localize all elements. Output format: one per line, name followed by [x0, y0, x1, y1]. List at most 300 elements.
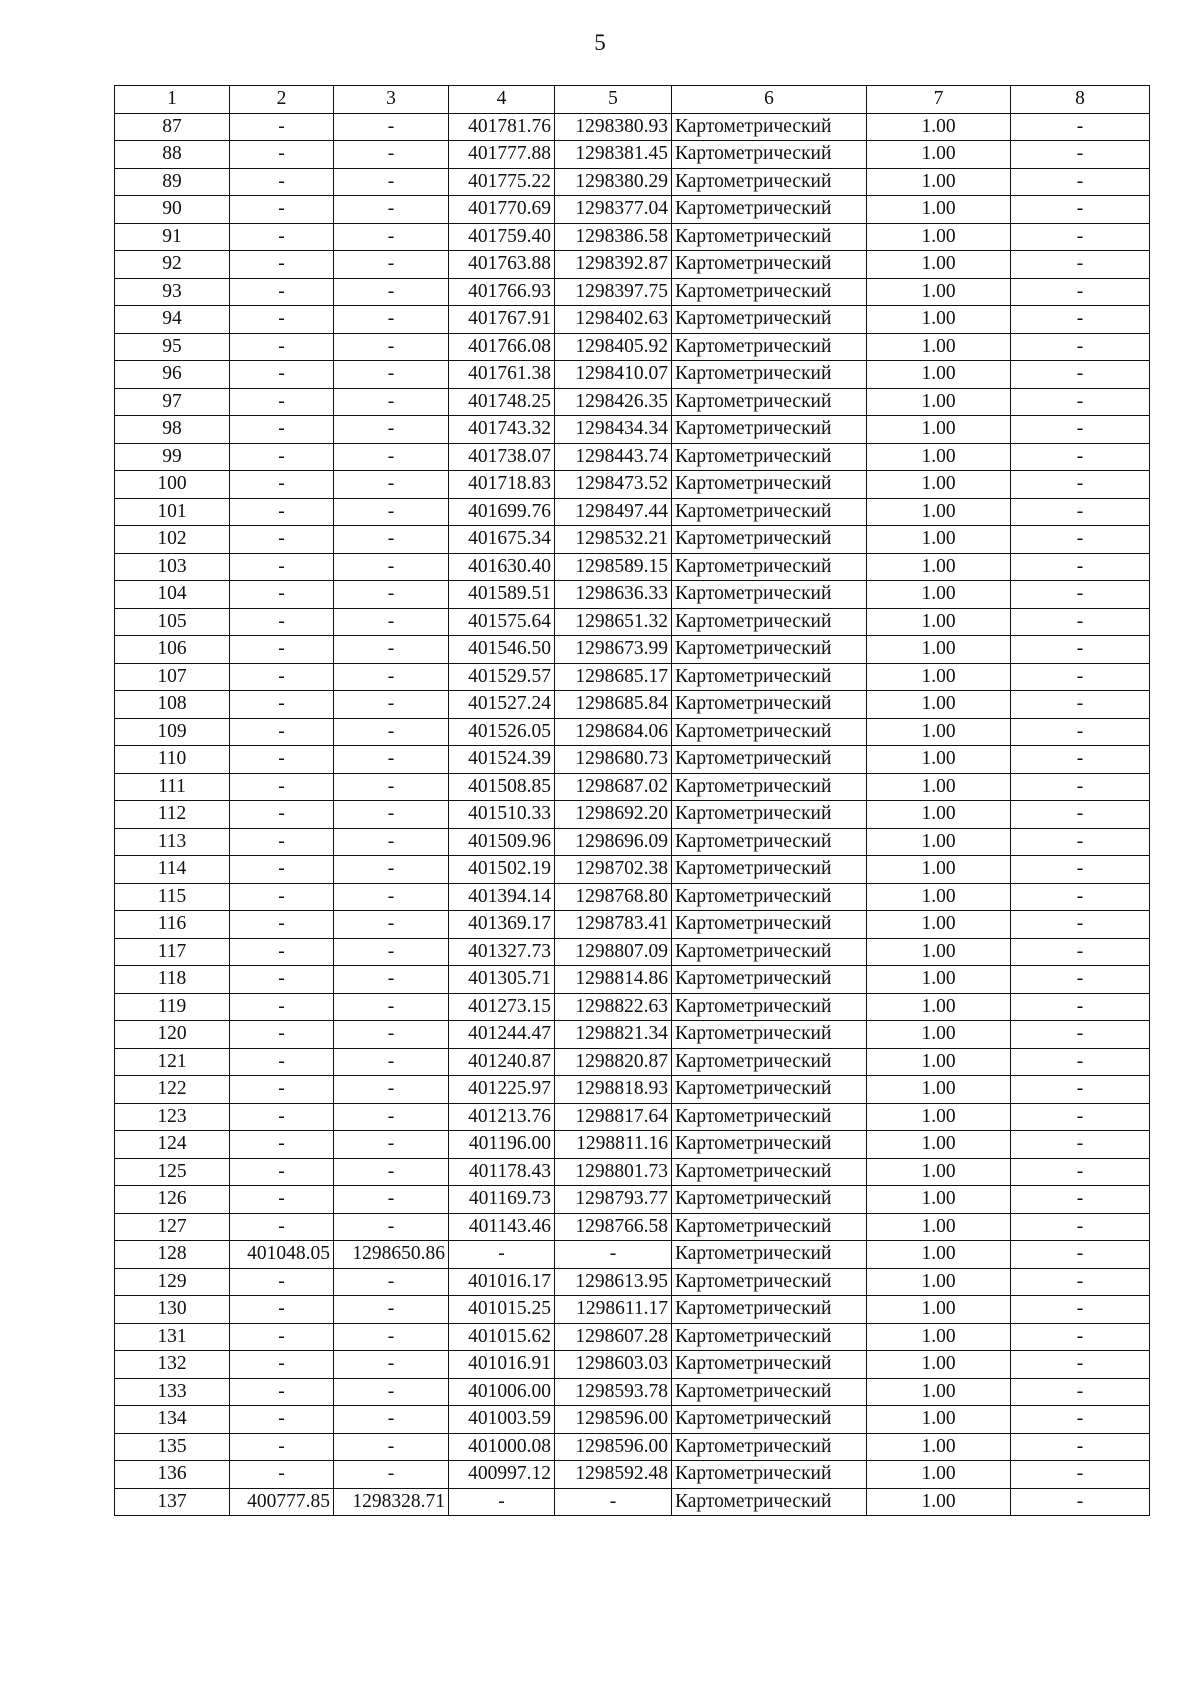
table-cell: -	[230, 581, 334, 609]
table-cell: -	[230, 443, 334, 471]
table-cell: Картометрический	[672, 443, 867, 471]
table-cell: 1.00	[867, 1433, 1011, 1461]
table-cell: 1.00	[867, 718, 1011, 746]
table-cell: -	[230, 1351, 334, 1379]
table-cell: 1.00	[867, 691, 1011, 719]
table-cell: Картометрический	[672, 196, 867, 224]
table-cell: 1.00	[867, 966, 1011, 994]
table-cell: Картометрический	[672, 1378, 867, 1406]
table-cell: 401699.76	[449, 498, 555, 526]
table-cell: 401743.32	[449, 416, 555, 444]
table-cell: 1298814.86	[555, 966, 672, 994]
table-cell: Картометрический	[672, 1268, 867, 1296]
table-cell: 401748.25	[449, 388, 555, 416]
table-cell: -	[1011, 938, 1150, 966]
table-cell: 110	[115, 746, 230, 774]
table-cell: Картометрический	[672, 1461, 867, 1489]
table-cell: -	[334, 526, 449, 554]
table-cell: 1.00	[867, 196, 1011, 224]
table-cell: 100	[115, 471, 230, 499]
table-cell: 1298392.87	[555, 251, 672, 279]
table-cell: 102	[115, 526, 230, 554]
table-cell: -	[1011, 1433, 1150, 1461]
table-cell: 118	[115, 966, 230, 994]
table-cell: Картометрический	[672, 938, 867, 966]
table-cell: Картометрический	[672, 691, 867, 719]
table-cell: 401777.88	[449, 141, 555, 169]
table-cell: 401327.73	[449, 938, 555, 966]
table-cell: 401766.93	[449, 278, 555, 306]
table-cell: 107	[115, 663, 230, 691]
table-cell: 401529.57	[449, 663, 555, 691]
table-cell: -	[334, 196, 449, 224]
header-row	[115, 86, 1150, 114]
table-cell: 124	[115, 1131, 230, 1159]
table-cell: -	[334, 1131, 449, 1159]
table-cell: 1298793.77	[555, 1186, 672, 1214]
table-cell: -	[230, 828, 334, 856]
table-cell: Картометрический	[672, 746, 867, 774]
table-cell: 1.00	[867, 1268, 1011, 1296]
table-row	[115, 773, 1150, 801]
table-cell: -	[334, 773, 449, 801]
table-cell: -	[1011, 196, 1150, 224]
table-cell: 1.00	[867, 1241, 1011, 1269]
table-row	[115, 1186, 1150, 1214]
table-row	[115, 691, 1150, 719]
table-cell: 1298377.04	[555, 196, 672, 224]
table-cell: 401016.91	[449, 1351, 555, 1379]
table-cell: 120	[115, 1021, 230, 1049]
table-cell: Картометрический	[672, 856, 867, 884]
table-cell: 1.00	[867, 388, 1011, 416]
table-cell: -	[230, 938, 334, 966]
table-cell: 1298684.06	[555, 718, 672, 746]
table-cell: -	[230, 856, 334, 884]
table-cell: 1298702.38	[555, 856, 672, 884]
column-header: 5	[555, 86, 672, 114]
table-cell: -	[1011, 993, 1150, 1021]
table-cell: Картометрический	[672, 1213, 867, 1241]
table-body	[115, 113, 1150, 1516]
table-cell: -	[334, 333, 449, 361]
table-cell: 400777.85	[230, 1488, 334, 1516]
table-cell: -	[334, 718, 449, 746]
table-cell: Картометрический	[672, 306, 867, 334]
table-cell: 93	[115, 278, 230, 306]
table-cell: 1298596.00	[555, 1406, 672, 1434]
table-cell: 401718.83	[449, 471, 555, 499]
table-cell: -	[1011, 1213, 1150, 1241]
table-cell: 1.00	[867, 251, 1011, 279]
table-cell: -	[1011, 1268, 1150, 1296]
table-cell: -	[230, 526, 334, 554]
table-cell: -	[230, 1103, 334, 1131]
table-cell: 1298651.32	[555, 608, 672, 636]
table-cell: 1298381.45	[555, 141, 672, 169]
table-cell: 401738.07	[449, 443, 555, 471]
table-cell: 1298532.21	[555, 526, 672, 554]
table-row	[115, 498, 1150, 526]
table-cell: -	[230, 1296, 334, 1324]
table-cell: 137	[115, 1488, 230, 1516]
table-cell: 131	[115, 1323, 230, 1351]
table-cell: -	[334, 636, 449, 664]
table-cell: -	[1011, 663, 1150, 691]
table-cell: 401273.15	[449, 993, 555, 1021]
table-cell: -	[230, 1378, 334, 1406]
table-cell: -	[1011, 306, 1150, 334]
table-cell: 1.00	[867, 333, 1011, 361]
table-cell: 95	[115, 333, 230, 361]
table-cell: 1.00	[867, 663, 1011, 691]
table-cell: 1298821.34	[555, 1021, 672, 1049]
table-cell: -	[1011, 1461, 1150, 1489]
table-cell: 1.00	[867, 856, 1011, 884]
table-cell: 1298611.17	[555, 1296, 672, 1324]
table-cell: 401143.46	[449, 1213, 555, 1241]
table-cell: 401169.73	[449, 1186, 555, 1214]
table-cell: 401003.59	[449, 1406, 555, 1434]
table-cell: -	[1011, 471, 1150, 499]
table-cell: -	[334, 1213, 449, 1241]
table-cell: 1298673.99	[555, 636, 672, 664]
table-cell: 1298685.17	[555, 663, 672, 691]
column-header: 2	[230, 86, 334, 114]
table-cell: -	[1011, 168, 1150, 196]
table-cell: 132	[115, 1351, 230, 1379]
table-cell: Картометрический	[672, 636, 867, 664]
table-cell: -	[334, 1351, 449, 1379]
table-cell: Картометрический	[672, 1186, 867, 1214]
table-row	[115, 1461, 1150, 1489]
table-cell: -	[334, 1461, 449, 1489]
table-cell: -	[230, 278, 334, 306]
table-cell: -	[230, 608, 334, 636]
table-cell: Картометрический	[672, 718, 867, 746]
table-cell: -	[1011, 856, 1150, 884]
table-cell: 1298473.52	[555, 471, 672, 499]
table-cell: 401763.88	[449, 251, 555, 279]
table-row	[115, 938, 1150, 966]
table-cell: 401225.97	[449, 1076, 555, 1104]
table-cell: 1.00	[867, 1103, 1011, 1131]
table-cell: 1298807.09	[555, 938, 672, 966]
table-cell: -	[334, 828, 449, 856]
table-cell: -	[334, 1406, 449, 1434]
table-cell: 1298685.84	[555, 691, 672, 719]
table-cell: Картометрический	[672, 416, 867, 444]
table-cell: 127	[115, 1213, 230, 1241]
table-cell: 1298811.16	[555, 1131, 672, 1159]
table-cell: -	[334, 251, 449, 279]
table-cell: -	[230, 1076, 334, 1104]
table-cell: 401524.39	[449, 746, 555, 774]
table-cell: Картометрический	[672, 526, 867, 554]
table-cell: Картометрический	[672, 1433, 867, 1461]
table-cell: -	[1011, 1076, 1150, 1104]
table-cell: 114	[115, 856, 230, 884]
table-cell: -	[555, 1488, 672, 1516]
table-cell: 400997.12	[449, 1461, 555, 1489]
table-cell: 1298613.95	[555, 1268, 672, 1296]
table-cell: 1.00	[867, 306, 1011, 334]
table-cell: 1.00	[867, 471, 1011, 499]
table-cell: 92	[115, 251, 230, 279]
table-cell: 1.00	[867, 608, 1011, 636]
table-cell: -	[334, 416, 449, 444]
table-cell: -	[1011, 746, 1150, 774]
table-row	[115, 801, 1150, 829]
table-cell: -	[230, 1158, 334, 1186]
table-cell: -	[334, 1158, 449, 1186]
table-cell: Картометрический	[672, 251, 867, 279]
table-row	[115, 1433, 1150, 1461]
table-cell: 1298380.29	[555, 168, 672, 196]
table-cell: 106	[115, 636, 230, 664]
table-cell: 1.00	[867, 938, 1011, 966]
table-cell: Картометрический	[672, 1296, 867, 1324]
table-cell: 1.00	[867, 113, 1011, 141]
table-cell: 1298592.48	[555, 1461, 672, 1489]
table-cell: Картометрический	[672, 773, 867, 801]
column-header: 3	[334, 86, 449, 114]
table-cell: -	[334, 471, 449, 499]
table-cell: -	[334, 581, 449, 609]
table-cell: Картометрический	[672, 801, 867, 829]
table-cell: Картометрический	[672, 883, 867, 911]
table-cell: -	[230, 1131, 334, 1159]
table-cell: 1.00	[867, 1323, 1011, 1351]
table-cell: 1298397.75	[555, 278, 672, 306]
table-cell: -	[334, 168, 449, 196]
table-cell: -	[449, 1488, 555, 1516]
table-cell: -	[1011, 1186, 1150, 1214]
table-cell: -	[230, 1213, 334, 1241]
table-cell: -	[1011, 1103, 1150, 1131]
table-cell: -	[1011, 141, 1150, 169]
table-cell: 401015.25	[449, 1296, 555, 1324]
table-cell: -	[334, 938, 449, 966]
table-cell: -	[334, 141, 449, 169]
table-cell: 1298593.78	[555, 1378, 672, 1406]
table-cell: -	[555, 1241, 672, 1269]
table-cell: Картометрический	[672, 223, 867, 251]
column-header: 4	[449, 86, 555, 114]
table-cell: Картометрический	[672, 1158, 867, 1186]
table-row	[115, 196, 1150, 224]
table-cell: 1.00	[867, 553, 1011, 581]
table-cell: 1.00	[867, 1406, 1011, 1434]
table-cell: -	[230, 1406, 334, 1434]
table-cell: Картометрический	[672, 1048, 867, 1076]
table-cell: -	[1011, 251, 1150, 279]
table-row	[115, 113, 1150, 141]
table-cell: 401589.51	[449, 581, 555, 609]
column-header: 7	[867, 86, 1011, 114]
table-row	[115, 1378, 1150, 1406]
table-cell: Картометрический	[672, 966, 867, 994]
table-cell: 1.00	[867, 993, 1011, 1021]
table-header	[115, 86, 1150, 114]
table-cell: -	[334, 1323, 449, 1351]
table-cell: -	[230, 113, 334, 141]
table-row	[115, 581, 1150, 609]
table-cell: -	[1011, 388, 1150, 416]
table-cell: -	[334, 1021, 449, 1049]
table-row	[115, 883, 1150, 911]
column-header: 6	[672, 86, 867, 114]
table-row	[115, 663, 1150, 691]
table-cell: 401508.85	[449, 773, 555, 801]
table-cell: -	[449, 1241, 555, 1269]
table-cell: Картометрический	[672, 471, 867, 499]
table-row	[115, 141, 1150, 169]
table-cell: Картометрический	[672, 278, 867, 306]
table-cell: 401675.34	[449, 526, 555, 554]
table-cell: Картометрический	[672, 1131, 867, 1159]
table-cell: -	[1011, 911, 1150, 939]
table-cell: 401305.71	[449, 966, 555, 994]
table-cell: 401006.00	[449, 1378, 555, 1406]
table-cell: -	[334, 388, 449, 416]
table-cell: 401015.62	[449, 1323, 555, 1351]
table-cell: -	[1011, 581, 1150, 609]
table-row	[115, 1021, 1150, 1049]
table-cell: 1.00	[867, 883, 1011, 911]
table-cell: -	[334, 883, 449, 911]
table-cell: 108	[115, 691, 230, 719]
table-cell: 401526.05	[449, 718, 555, 746]
table-cell: -	[1011, 1406, 1150, 1434]
table-cell: -	[334, 113, 449, 141]
table-cell: 1.00	[867, 581, 1011, 609]
table-cell: 128	[115, 1241, 230, 1269]
table-cell: -	[1011, 1021, 1150, 1049]
table-cell: 401502.19	[449, 856, 555, 884]
table-cell: Картометрический	[672, 828, 867, 856]
table-cell: 1298650.86	[334, 1241, 449, 1269]
table-cell: 401016.17	[449, 1268, 555, 1296]
table-cell: Картометрический	[672, 333, 867, 361]
table-cell: 1.00	[867, 361, 1011, 389]
table-row	[115, 388, 1150, 416]
table-cell: -	[1011, 1296, 1150, 1324]
table-cell: 1.00	[867, 773, 1011, 801]
table-cell: -	[1011, 801, 1150, 829]
table-cell: Картометрический	[672, 993, 867, 1021]
table-row	[115, 1268, 1150, 1296]
table-cell: 401213.76	[449, 1103, 555, 1131]
table-cell: -	[1011, 1048, 1150, 1076]
table-cell: 105	[115, 608, 230, 636]
table-cell: 1298434.34	[555, 416, 672, 444]
table-cell: -	[1011, 498, 1150, 526]
table-cell: Картометрический	[672, 608, 867, 636]
table-cell: -	[334, 223, 449, 251]
table-cell: -	[230, 1461, 334, 1489]
table-cell: 1.00	[867, 278, 1011, 306]
table-cell: -	[230, 773, 334, 801]
table-cell: 401781.76	[449, 113, 555, 141]
column-header: 8	[1011, 86, 1150, 114]
table-cell: -	[230, 333, 334, 361]
table-cell: 1298636.33	[555, 581, 672, 609]
table-cell: Картометрический	[672, 498, 867, 526]
table-cell: 401770.69	[449, 196, 555, 224]
table-cell: -	[1011, 691, 1150, 719]
table-cell: -	[230, 223, 334, 251]
table-cell: -	[230, 361, 334, 389]
table-row	[115, 1241, 1150, 1269]
table-cell: -	[1011, 526, 1150, 554]
table-cell: 401244.47	[449, 1021, 555, 1049]
table-cell: 117	[115, 938, 230, 966]
coordinates-table	[114, 85, 1150, 1516]
table-cell: -	[1011, 1241, 1150, 1269]
table-row	[115, 608, 1150, 636]
table-cell: -	[230, 388, 334, 416]
table-cell: 121	[115, 1048, 230, 1076]
table-cell: 401575.64	[449, 608, 555, 636]
table-cell: -	[334, 746, 449, 774]
table-cell: 1.00	[867, 498, 1011, 526]
table-cell: 1.00	[867, 416, 1011, 444]
table-cell: 1.00	[867, 636, 1011, 664]
table-cell: 136	[115, 1461, 230, 1489]
table-cell: 111	[115, 773, 230, 801]
table-cell: -	[334, 1048, 449, 1076]
table-cell: 1298328.71	[334, 1488, 449, 1516]
table-cell: -	[1011, 416, 1150, 444]
table-row	[115, 416, 1150, 444]
table-cell: 401509.96	[449, 828, 555, 856]
table-row	[115, 361, 1150, 389]
table-cell: 1.00	[867, 223, 1011, 251]
table-row	[115, 966, 1150, 994]
table-row	[115, 1131, 1150, 1159]
table-cell: -	[1011, 636, 1150, 664]
table-row	[115, 1406, 1150, 1434]
table-cell: -	[334, 278, 449, 306]
table-cell: -	[1011, 718, 1150, 746]
table-cell: -	[230, 1323, 334, 1351]
table-cell: 401761.38	[449, 361, 555, 389]
table-row	[115, 636, 1150, 664]
table-cell: 1298386.58	[555, 223, 672, 251]
table-cell: 401048.05	[230, 1241, 334, 1269]
table-cell: -	[230, 141, 334, 169]
table-cell: -	[1011, 883, 1150, 911]
table-cell: -	[1011, 773, 1150, 801]
table-cell: -	[1011, 1488, 1150, 1516]
table-cell: -	[334, 1433, 449, 1461]
table-cell: 401510.33	[449, 801, 555, 829]
table-cell: 1.00	[867, 526, 1011, 554]
table-cell: -	[230, 1268, 334, 1296]
table-row	[115, 1488, 1150, 1516]
table-cell: 98	[115, 416, 230, 444]
page-number: 5	[594, 30, 606, 55]
table-cell: 1298768.80	[555, 883, 672, 911]
table-cell: 1.00	[867, 1461, 1011, 1489]
table-cell: 1298696.09	[555, 828, 672, 856]
table-cell: -	[230, 1186, 334, 1214]
table-cell: -	[1011, 1158, 1150, 1186]
table-cell: 134	[115, 1406, 230, 1434]
table-row	[115, 1048, 1150, 1076]
table-cell: 1.00	[867, 168, 1011, 196]
